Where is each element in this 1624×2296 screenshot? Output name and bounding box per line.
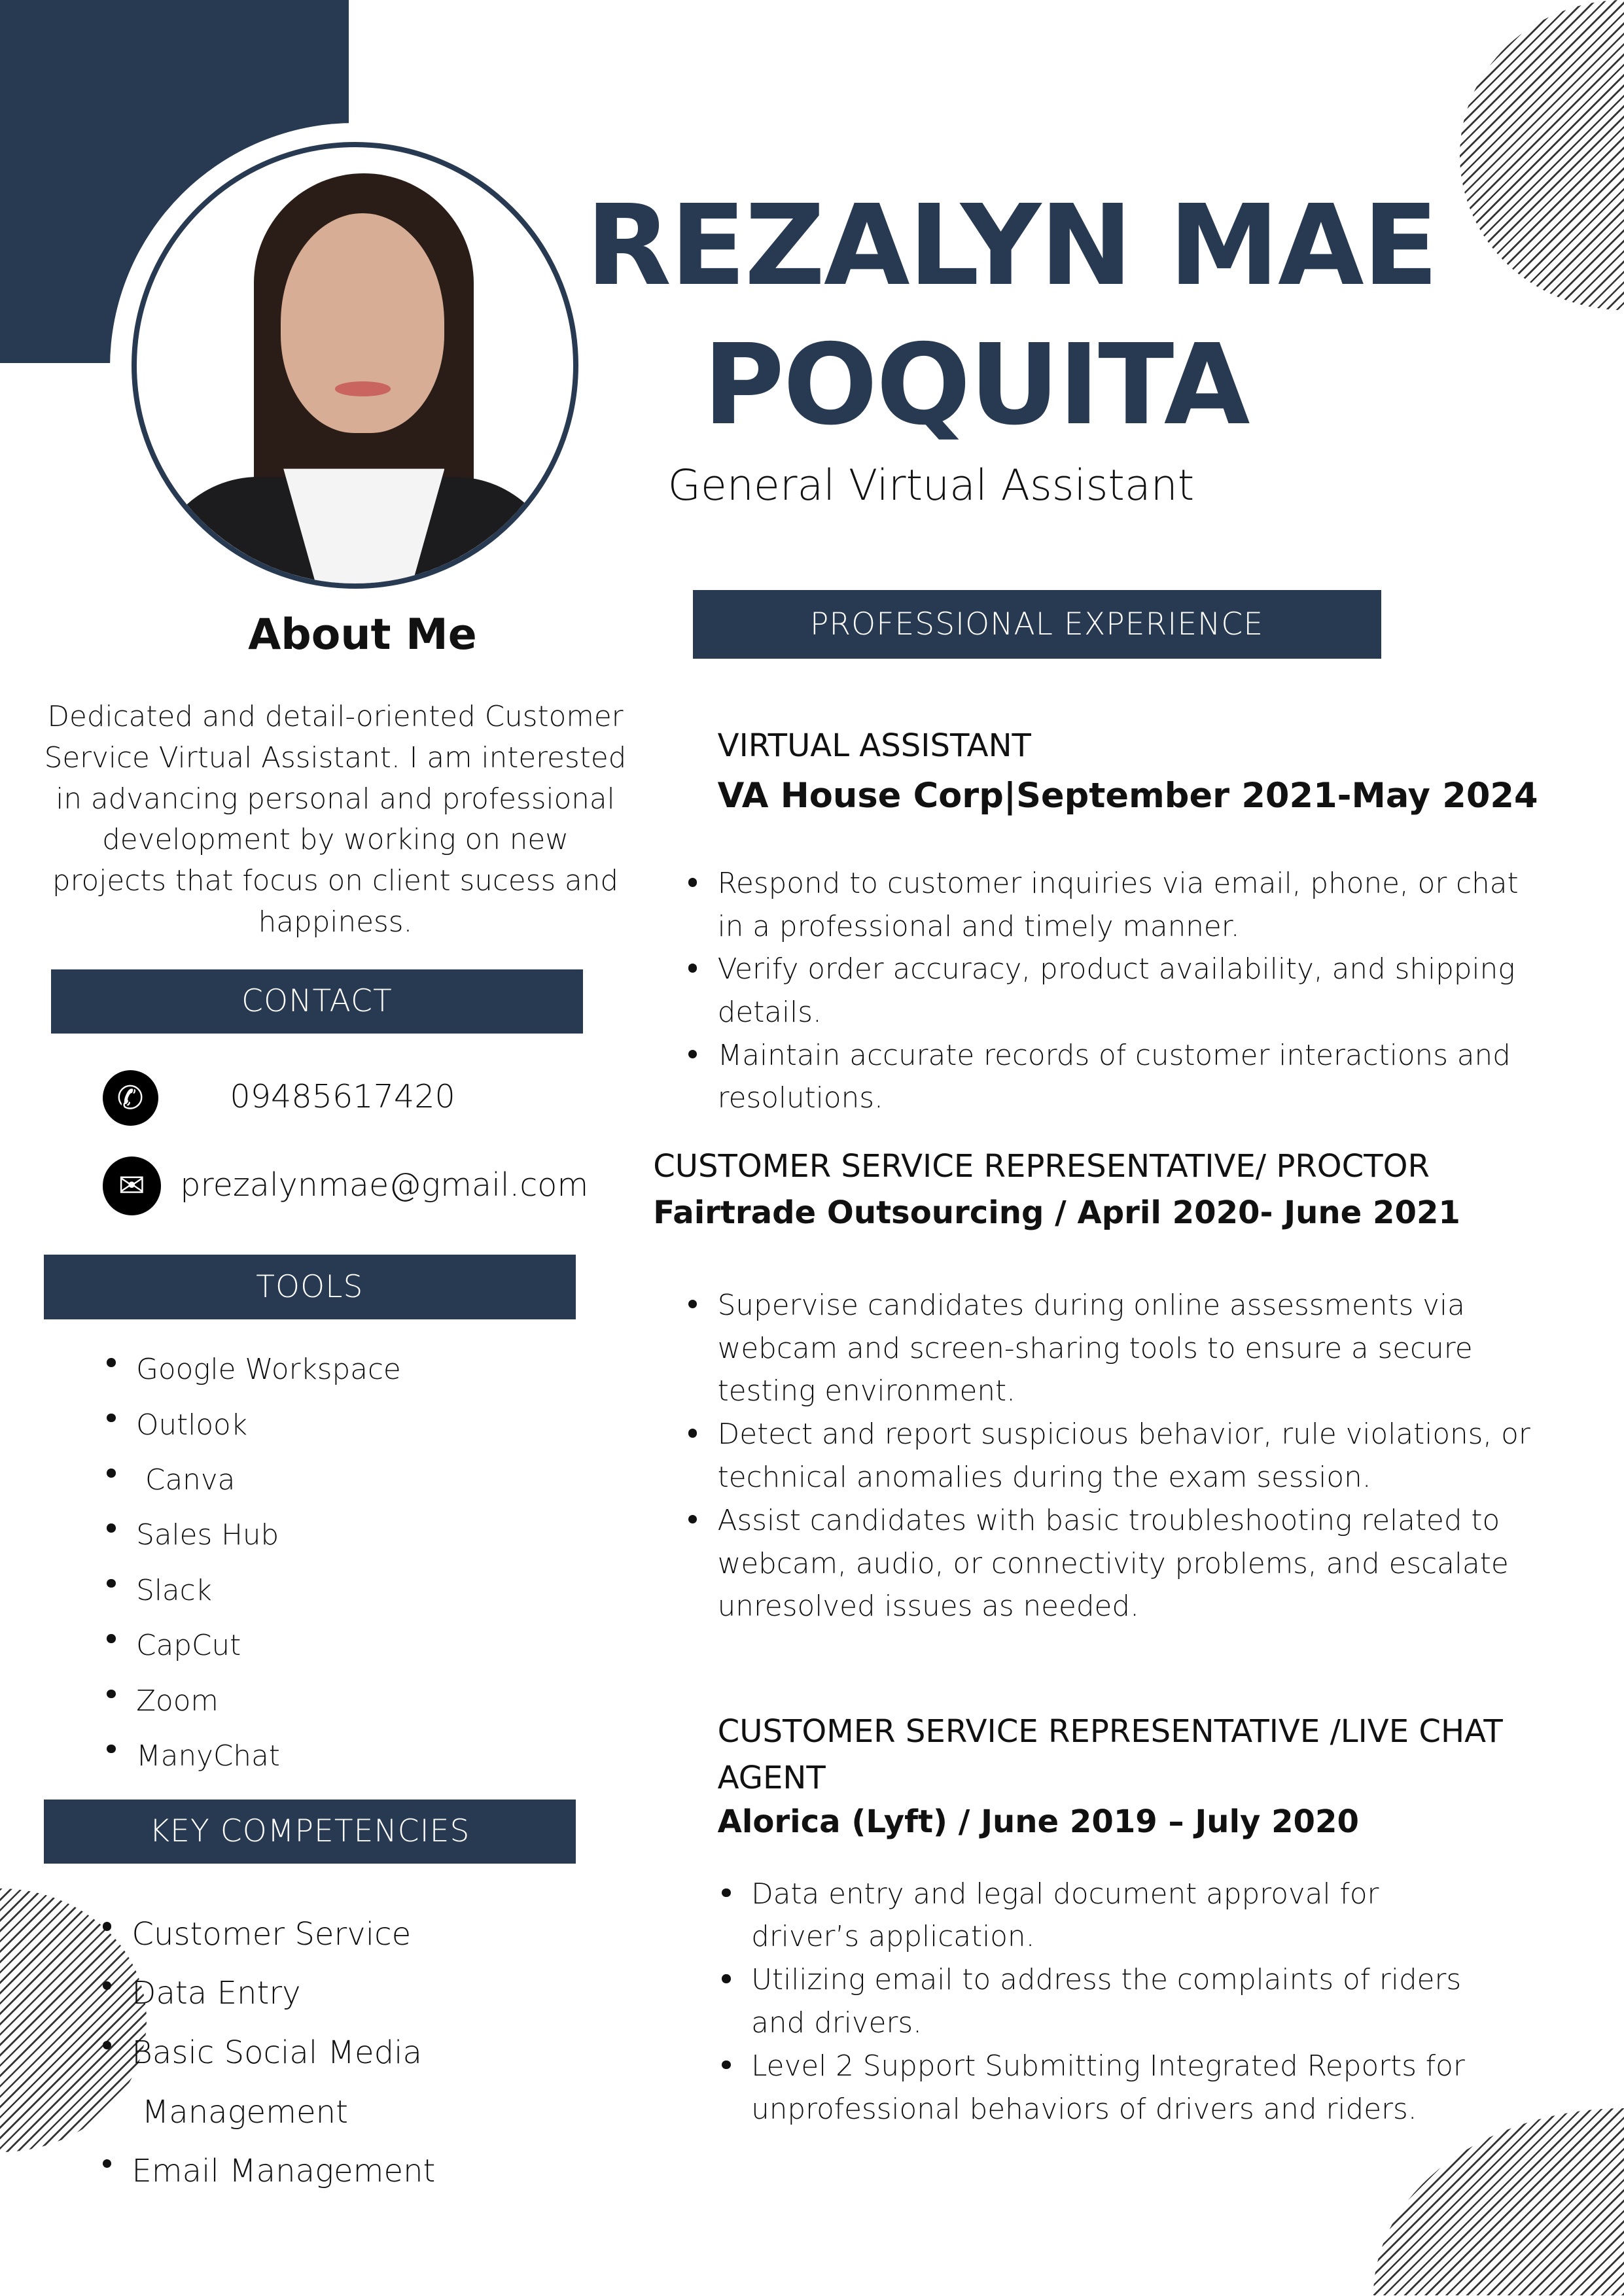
- contact-phone[interactable]: 09485617420: [230, 1077, 455, 1116]
- list-item: Outlook: [107, 1398, 400, 1453]
- list-item: Data entry and legal document approval for driver’s application.: [722, 1873, 1483, 1959]
- experience-header: PROFESSIONAL EXPERIENCE: [693, 590, 1381, 659]
- phone-icon: ✆: [103, 1070, 158, 1126]
- list-item: Level 2 Support Submitting Integrated Reports for unprofessional behaviors of drivers and riders.: [722, 2045, 1483, 2131]
- tools-list: [107, 1342, 400, 1784]
- name-line1: REZALYN MAE: [586, 181, 1438, 311]
- list-item: Zoom: [107, 1674, 400, 1729]
- name-line2: POQUITA: [703, 320, 1249, 450]
- list-item: Data Entry: [103, 1964, 436, 2023]
- job-role: VIRTUAL ASSISTANT: [717, 727, 1031, 765]
- list-item: Maintain accurate records of customer interactions and resolutions.: [688, 1034, 1538, 1120]
- job-company: Alorica (Lyft) / June 2019 – July 2020: [717, 1803, 1359, 1841]
- competencies-header: KEY COMPETENCIES: [44, 1800, 575, 1864]
- contact-email[interactable]: prezalynmae@gmail.com: [180, 1165, 589, 1204]
- job-company: VA House Corp|September 2021-May 2024: [717, 776, 1538, 816]
- envelope-icon: ✉: [103, 1157, 162, 1215]
- profile-photo: [132, 142, 578, 589]
- job-bullets: [722, 1873, 1483, 2131]
- about-text: Dedicated and detail-oriented Customer Service Virtual Assistant. I am interested in advancing personal and professional development by working on new projects that focus on client sucess and happiness.: [44, 700, 627, 939]
- job-bullets: [688, 1284, 1552, 1628]
- list-item: Email Management: [103, 2142, 436, 2201]
- decor-hatch-top-right: [1460, 0, 1624, 310]
- list-item: Verify order accuracy, product availability, and shipping details.: [688, 948, 1538, 1034]
- list-item: Assist candidates with basic troubleshooting related to webcam, audio, or connectivity problems, and escalate unresolved issues as needed.: [688, 1499, 1552, 1628]
- list-item: ManyChat: [107, 1729, 400, 1784]
- job-role: CUSTOMER SERVICE REPRESENTATIVE/ PROCTOR: [653, 1147, 1430, 1185]
- list-item: Utilizing email to address the complaints of riders and drivers.: [722, 1958, 1483, 2045]
- list-item: Customer Service: [103, 1905, 436, 1964]
- job-bullets: [688, 862, 1538, 1119]
- list-item: Google Workspace: [107, 1342, 400, 1397]
- contact-header: CONTACT: [51, 969, 582, 1034]
- job-subtitle: General Virtual Assistant: [667, 461, 1195, 510]
- job-company: Fairtrade Outsourcing / April 2020- June 2021: [653, 1194, 1460, 1232]
- list-item: CapCut: [107, 1618, 400, 1673]
- list-item: Supervise candidates during online assessments via webcam and screen-sharing tools to ensure a secure testing environment.: [688, 1284, 1552, 1413]
- job-role: CUSTOMER SERVICE REPRESENTATIVE /LIVE CHAT AGENT: [717, 1713, 1503, 1797]
- about-title: About Me: [248, 610, 477, 660]
- decor-hatch-bottom-right: [1373, 2108, 1624, 2295]
- list-item: Basic Social Media Management: [103, 2023, 436, 2142]
- list-item: Detect and report suspicious behavior, rule violations, or technical anomalies during the exam session.: [688, 1413, 1552, 1499]
- tools-header: TOOLS: [44, 1255, 575, 1319]
- competencies-list: [103, 1905, 436, 2201]
- list-item: Respond to customer inquiries via email, phone, or chat in a professional and timely manner.: [688, 862, 1538, 948]
- list-item: Sales Hub: [107, 1508, 400, 1563]
- list-item: Slack: [107, 1563, 400, 1618]
- list-item: Canva: [107, 1453, 400, 1508]
